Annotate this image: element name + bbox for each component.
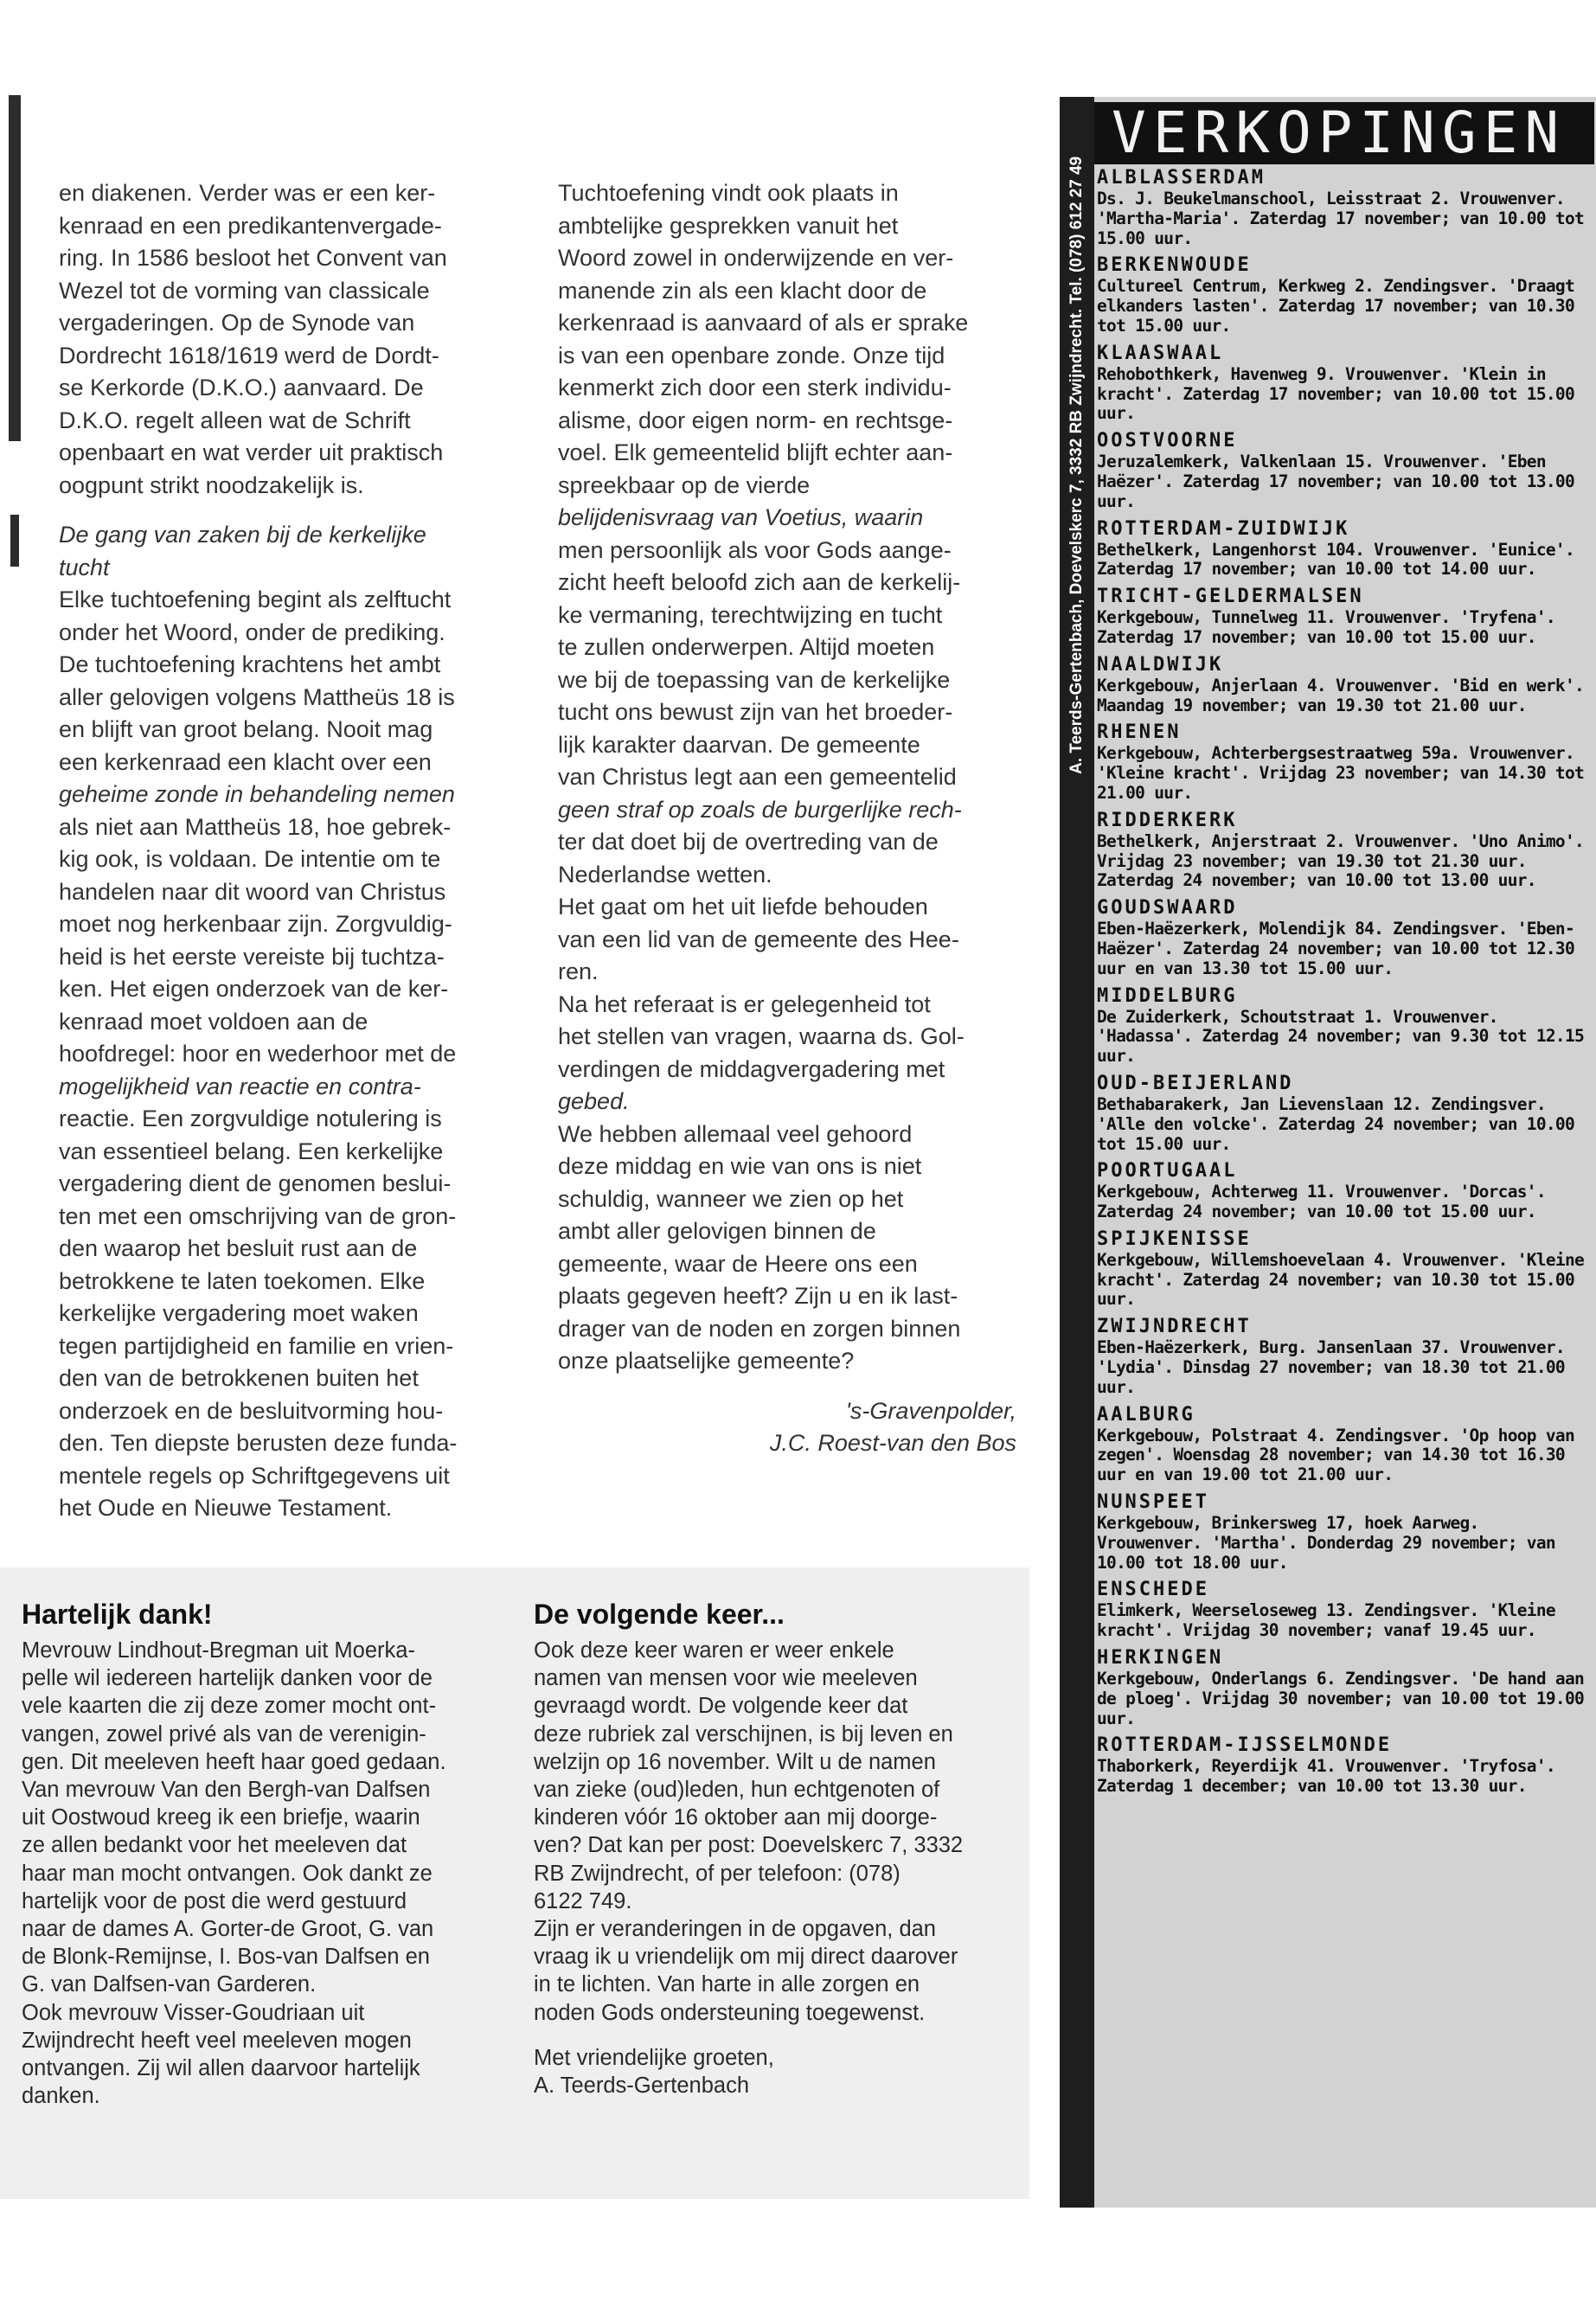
article-col1-line: betrokkene te laten toekomen. Elke [59,1267,426,1294]
article-col2-line: tucht ons bewust zijn van het broeder- [558,699,953,725]
sale-entry [1097,1734,1590,1797]
article-col2-line: Het gaat om het uit liefde behouden [558,894,928,920]
article-col1-line: Elke tuchtoefening begint als zelftucht [59,586,452,612]
article-col1-line: onderzoek en de besluitvorming hou- [59,1397,444,1424]
next-time-line: Met vriendelijke groeten, [534,2045,774,2070]
article-col1-line: een kerkenraad een klacht over een [59,748,432,775]
next-time-gap [534,2027,1018,2044]
thanks-line: hartelijk voor de post die werd gestuurd [22,1888,407,1913]
article-col2-line: 's-Gravenpolder, [845,1397,1016,1424]
article-col2-line: van een lid van de gemeente des Hee- [558,926,959,952]
sale-entry [1097,985,1590,1067]
sale-place: AALBURG [1097,1403,1195,1426]
article-col1-line: hoofdregel: hoor en wederhoor met de [59,1041,457,1067]
article-col2-line: manende zin als een klacht door de [558,277,927,304]
article-col1-line: vergadering dient de genomen beslui- [59,1170,452,1196]
article-col1-line: De gang van zaken bij de kerkelijke [59,522,426,548]
sale-entry [1097,810,1590,891]
sale-entry [1097,1491,1590,1573]
article-col2-line: belijdenisvraag van Voetius, waarin [558,504,924,530]
article-col2-line: deze middag en wie van ons is niet [558,1153,922,1179]
sale-info: Bethabarakerk, Jan Lievenslaan 12. Zendingsver. 'Alle den volcke'. Zaterdag 24 november; van 10.00 tot 15.00 uur. [1097,1093,1574,1154]
article-col1-line: onder het Woord, onder de prediking. [59,619,445,645]
article-col1-line: geheime zonde in behandeling nemen [59,781,455,807]
sale-entry [1097,518,1590,580]
sale-info: Kerkgebouw, Onderlangs 6. Zendingsver. 'De hand aan de ploeg'. Vrijdag 30 november; van 10.00 tot 19.00 uur. [1097,1669,1585,1728]
sale-info: Ds. J. Beukelmanschool, Leisstraat 2. Vrouwenver. 'Martha-Maria'. Zaterdag 17 november; van 10.00 tot 15.00 uur. [1097,189,1585,248]
sidebar-contact-text: A. Teerds-Gertenbach, Doevelskerc 7, 3332 RB Zwijndrecht. Tel. (078) 612 27 49 [1067,156,1086,774]
sale-info: Kerkgebouw, Polstraat 4. Zendingsver. 'Op hoop van zegen'. Woensdag 28 november; van 14.30 tot 16.30 uur en van 19.00 tot 21.00 uur. [1097,1425,1574,1485]
next-time-line: RB Zwijndrecht, of per telefoon: (078) [534,1861,901,1886]
sale-entry [1097,1404,1590,1485]
sale-place: KLAASWAAL [1097,342,1224,364]
article-col2-line: Tuchtoefening vindt ook plaats in [558,180,899,206]
next-time-line: Zijn er veranderingen in de opgaven, dan [534,1917,936,1942]
article-col1-line: heid is het eerste vereiste bij tuchtza- [59,943,445,970]
sidebar-title: VERKOPINGEN [1094,102,1594,164]
sale-place: MIDDELBURG [1097,984,1238,1007]
article-col2-line: J.C. Roest-van den Bos [769,1430,1016,1456]
article-column-1 [59,177,517,1525]
article-col2-line: onze plaatselijke gemeente? [558,1348,855,1374]
sale-entry [1097,1160,1590,1222]
thanks-line: haar man mocht ontvangen. Ook dankt ze [22,1861,433,1886]
sale-info: Elimkerk, Weerseloseweg 13. Zendingsver. 'Kleine kracht'. Vrijdag 30 november; vanaf 19.45 uur. [1097,1600,1555,1641]
sale-entry [1097,167,1590,248]
sale-info: Kerkgebouw, Tunnelweg 11. Vrouwenver. 'Tryfena'. Zaterdag 17 november; van 10.00 tot 15.00 uur. [1097,607,1555,647]
article-col2-line: het stellen van vragen, waarna ds. Gol- [558,1023,965,1049]
next-time-line: vraag ik u vriendelijk om mij direct daarover [534,1945,958,1970]
thanks-line: Ook mevrouw Visser-Goudriaan uit [22,2000,365,2025]
article-col1-line: Wezel tot de vorming van classicale [59,277,430,304]
article-col2-line: lijk karakter daarvan. De gemeente [558,731,920,758]
article-col1-line: openbaart en wat verder uit praktisch [59,439,444,465]
thanks-line: danken. [22,2084,100,2109]
thanks-line: ontvangen. Zij wil allen daarvoor hartelijk [22,2056,420,2081]
article-col2-line: schuldig, wanneer we zien op het [558,1185,904,1212]
sale-place: ROTTERDAM-ZUIDWIJK [1097,517,1350,540]
next-time-line: gevraagd wordt. De volgende keer dat [534,1694,908,1719]
thanks-line: de Blonk-Remijnse, I. Bos-van Dalfsen en [22,1945,430,1970]
sale-info: De Zuiderkerk, Schoutstraat 1. Vrouwenver. 'Hadassa'. Zaterdag 24 november; van 9.30 tot 12.15 uur. [1097,1006,1585,1067]
sale-entry [1097,1579,1590,1641]
article-col2-line: zicht heeft beloofd zich aan de kerkelij- [558,569,961,595]
sale-info: Kerkgebouw, Willemshoevelaan 4. Vrouwenver. 'Kleine kracht'. Zaterdag 24 november; van 10.30 tot 15.00 uur. [1097,1249,1585,1310]
article-col1-gap [59,502,517,519]
article-col2-line: kerkenraad is aanvaard of als er sprake [558,310,969,336]
next-time-title: De volgende keer... [534,1599,785,1630]
next-time-line: ven? Dat kan per post: Doevelskerc 7, 3332 [534,1833,964,1858]
sale-place: ROTTERDAM-IJSSELMONDE [1097,1734,1393,1757]
article-col1-line: kig ook, is voldaan. De intentie om te [59,846,441,872]
article-col2-line: te zullen onderwerpen. Altijd moeten [558,634,935,660]
sale-entry [1097,1647,1590,1728]
next-time-line: kinderen vóór 16 oktober aan mij doorge- [534,1805,938,1830]
article-col1-line: en diakenen. Verder was er een ker- [59,180,436,206]
thanks-line: ze allen bedankt voor het meeleven dat [22,1833,407,1858]
sale-place: POORTUGAAL [1097,1160,1238,1183]
scan-edge-mark-top [9,95,21,441]
sale-entry [1097,343,1590,424]
sale-entry [1097,1316,1590,1397]
next-time-line: in te lichten. Van harte in alle zorgen en [534,1972,920,1997]
sale-entry [1097,254,1590,336]
sales-list [1097,167,1590,1803]
thanks-line: Mevrouw Lindhout-Bregman uit Moerka- [22,1638,415,1663]
article-col2-line: ter dat doet bij de overtreding van de [558,829,939,855]
article-col1-line: den. Ten diepste berusten deze funda- [59,1430,458,1456]
article-col1-line: ten met een omschrijving van de gron- [59,1202,457,1229]
sale-info: Cultureel Centrum, Kerkweg 2. Zendingsver. 'Draagt elkanders lasten'. Zaterdag 17 november; van 10.30 tot 15.00 uur. [1097,276,1574,336]
article-col2-line: voel. Elk gemeentelid blijft echter aan- [558,439,953,465]
article-col1-line: moet nog herkenbaar zijn. Zorgvuldig- [59,911,452,937]
article-col1-line: en blijft van groot belang. Nooit mag [59,716,433,742]
article-col2-line: men persoonlijk als voor Gods aange- [558,536,952,563]
thanks-line: pelle wil iedereen hartelijk danken voor de [22,1666,433,1691]
thanks-line: gen. Dit meeleven heeft haar goed gedaan. [22,1749,446,1774]
sale-info: Kerkgebouw, Anjerlaan 4. Vrouwenver. 'Bid en werk'. Maandag 19 november; van 19.30 tot 21.00 uur. [1097,675,1585,715]
sale-place: GOUDSWAARD [1097,897,1238,920]
next-time-line: A. Teerds-Gertenbach [534,2073,749,2099]
article-col2-line: ambt aller gelovigen binnen de [558,1218,876,1244]
next-time-line: namen van mensen voor wie meeleven [534,1666,918,1691]
next-time-body [534,1637,1018,2099]
thanks-line: uit Oostwoud kreeg ik een briefje, waarin [22,1805,420,1830]
article-col1-line: vergaderingen. Op de Synode van [59,310,415,336]
thanks-line: naar de dames A. Gorter-de Groot, G. van [22,1917,434,1942]
article-col2-line: spreekbaar op de vierde [558,471,811,498]
thanks-line: vangen, zowel privé als van de verenigin- [22,1721,426,1747]
article-col1-line: kenraad moet voldoen aan de [59,1008,369,1035]
article-col1-line: mogelijkheid van reactie en contra- [59,1073,421,1099]
thanks-line: G. van Dalfsen-van Garderen. [22,1972,317,1997]
sale-info: Bethelkerk, Anjerstraat 2. Vrouwenver. 'Uno Animo'. Vrijdag 23 november; van 19.30 tot 21.30 uur. Zaterdag 24 november; van 10.00 tot 13.00 uur. [1097,830,1585,891]
article-col2-line: gemeente, waar de Heere ons een [558,1250,918,1277]
thanks-line: Zwijndrecht heeft veel meeleven mogen [22,2028,412,2053]
article-col2-line: ren. [558,958,599,984]
article-col2-line: ke vermaning, terechtwijzing en tucht [558,601,943,628]
article-col1-line: reactie. Een zorgvuldige notulering is [59,1106,442,1131]
sale-place: HERKINGEN [1097,1647,1224,1670]
thanks-body [22,1637,506,2110]
next-time-line: noden Gods ondersteuning toegewenst. [534,2000,926,2025]
article-col2-line: gebed. [558,1088,630,1114]
thanks-line: vele kaarten die zij deze zomer mocht ont- [22,1694,437,1719]
article-column-2 [558,177,1016,1460]
sale-info: Jeruzalemkerk, Valkenlaan 15. Vrouwenver. 'Eben Haëzer'. Zaterdag 17 november; van 10.00 tot 13.00 uur. [1097,452,1574,511]
article-col2-line: is van een openbare zonde. Onze tijd [558,342,945,369]
article-col1-line: mentele regels op Schriftgegevens uit [59,1462,450,1489]
sale-place: ZWIJNDRECHT [1097,1316,1252,1338]
sale-entry [1097,430,1590,511]
article-col1-line: Dordrecht 1618/1619 werd de Dordt- [59,342,439,369]
thanks-title: Hartelijk dank! [22,1599,213,1630]
sale-info: Kerkgebouw, Achterweg 11. Vrouwenver. 'Dorcas'. Zaterdag 24 november; van 10.00 tot 15.00 uur. [1097,1182,1546,1222]
article-col2-line: geen straf op zoals de burgerlijke rech- [558,796,962,823]
sale-place: ENSCHEDE [1097,1579,1209,1601]
article-col2-line: ambtelijke gesprekken vanuit het [558,212,899,239]
sale-entry [1097,586,1590,648]
article-col1-line: van essentieel belang. Een kerkelijke [59,1138,444,1164]
sale-info: Eben-Haëzerkerk, Molendijk 84. Zendingsver. 'Eben-Haëzer'. Zaterdag 24 november; van 10.00 tot 12.30 uur en van 13.30 tot 15.00 uur. [1097,919,1574,978]
next-time-line: Ook deze keer waren er weer enkele [534,1638,894,1663]
next-time-line: deze rubriek zal verschijnen, is bij leven en [534,1721,953,1747]
article-col1-line: tucht [59,554,110,580]
article-col1-line: ring. In 1586 besloot het Convent van [59,245,447,271]
article-col2-line: alisme, door eigen norm- en rechtsge- [558,407,953,433]
article-col1-line: kenraad en een predikantenvergade- [59,212,442,239]
sale-info: Bethelkerk, Langenhorst 104. Vrouwenver. 'Eunice'. Zaterdag 17 november; van 10.00 tot 14.00 uur. [1097,539,1574,580]
sale-place: NUNSPEET [1097,1491,1209,1514]
next-time-line: welzijn op 16 november. Wilt u de namen [534,1749,936,1774]
article-col1-line: het Oude en Nieuwe Testament. [59,1495,393,1521]
article-col2-line: verdingen de middagvergadering met [558,1055,945,1082]
thanks-line: Van mevrouw Van den Bergh-van Dalfsen [22,1778,431,1803]
scan-edge-mark-bottom [10,515,19,567]
sale-place: NAALDWIJK [1097,653,1224,676]
sale-entry [1097,1073,1590,1154]
sale-info: Kerkgebouw, Achterbergsestraatweg 59a. Vrouwenver. 'Kleine kracht'. Vrijdag 23 november; van 14.30 tot 21.00 uur. [1097,743,1585,803]
article-col1-line: aller gelovigen volgens Mattheüs 18 is [59,683,455,710]
article-col2-line: Nederlandse wetten. [558,861,772,888]
article-col1-line: kerkelijke vergadering moet waken [59,1300,419,1326]
sale-place: TRICHT-GELDERMALSEN [1097,586,1364,608]
article-col2-line: kenmerkt zich door een sterk individu- [558,375,952,401]
sale-place: BERKENWOUDE [1097,254,1252,277]
sale-place: OUD-BEIJERLAND [1097,1072,1294,1094]
sale-entry [1097,1228,1590,1310]
article-col2-line: we bij de toepassing van de kerkelijke [558,666,951,693]
article-col1-line: oogpunt strikt noodzakelijk is. [59,471,364,498]
sale-entry [1097,897,1590,978]
sale-place: SPIJKENISSE [1097,1227,1252,1250]
sale-info: Thaborkerk, Reyerdijk 41. Vrouwenver. 'Tryfosa'. Zaterdag 1 december; van 10.00 tot 13.30 uur. [1097,1756,1555,1797]
sale-place: OOSTVOORNE [1097,430,1238,452]
article-col1-line: den van de betrokkenen buiten het [59,1365,419,1391]
article-col1-line: den waarop het besluit rust aan de [59,1235,418,1261]
article-col1-line: De tuchtoefening krachtens het ambt [59,651,441,677]
sale-info: Kerkgebouw, Brinkersweg 17, hoek Aarweg. Vrouwenver. 'Martha'. Donderdag 29 november; van 10.00 tot 18.00 uur. [1097,1513,1555,1573]
article-col1-line: se Kerkorde (D.K.O.) aanvaard. De [59,375,424,401]
article-col2-line: drager van de noden en zorgen binnen [558,1315,961,1342]
article-col2-gap [558,1378,1016,1395]
article-col2-line: We hebben allemaal veel gehoord [558,1120,913,1147]
next-time-line: van zieke (oud)leden, hun echtgenoten of [534,1778,940,1803]
sale-info: Eben-Haëzerkerk, Burg. Jansenlaan 37. Vrouwenver. 'Lydia'. Dinsdag 27 november; van 18.30 tot 21.00 uur. [1097,1337,1565,1397]
article-col1-line: D.K.O. regelt alleen wat de Schrift [59,407,411,433]
article-col1-line: handelen naar dit woord van Christus [59,878,446,905]
sale-info: Rehobothkerk, Havenweg 9. Vrouwenver. 'Klein in kracht'. Zaterdag 17 november; van 10.00 tot 15.00 uur. [1097,363,1574,424]
article-col2-line: van Christus legt aan een gemeentelid [558,764,957,790]
sale-place: RIDDERKERK [1097,809,1238,831]
next-time-line: 6122 749. [534,1888,632,1913]
article-col2-line: Na het referaat is er gelegenheid tot [558,990,931,1017]
article-col1-line: als niet aan Mattheüs 18, hoe gebrek- [59,813,452,840]
sale-entry [1097,654,1590,716]
sale-entry [1097,721,1590,803]
article-col1-line: ken. Het eigen onderzoek van de ker- [59,976,449,1002]
article-col2-line: plaats gegeven heeft? Zijn u en ik last- [558,1283,958,1309]
article-col2-line: Woord zowel in onderwijzende en ver- [558,245,954,271]
sale-place: ALBLASSERDAM [1097,167,1266,189]
sale-place: RHENEN [1097,721,1182,744]
article-col1-line: tegen partijdigheid en familie en vrien- [59,1332,454,1359]
